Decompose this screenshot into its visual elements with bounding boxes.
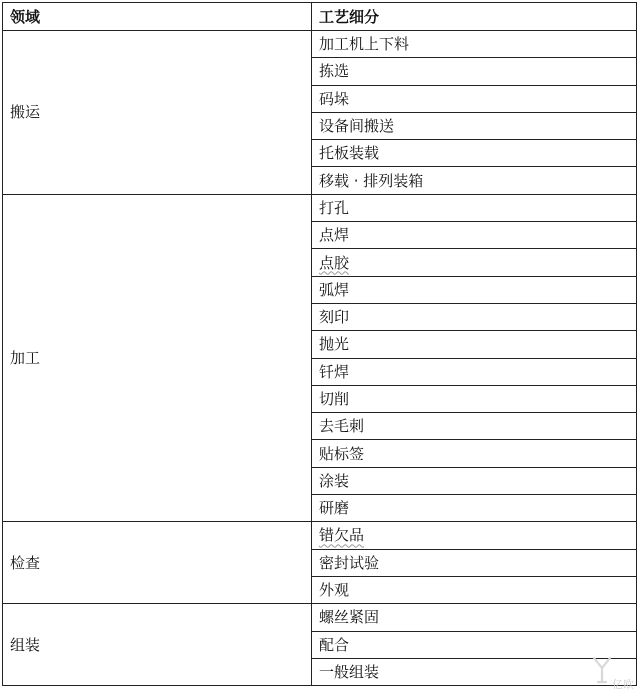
table-row [3, 604, 637, 631]
process-label: 密封试验 [319, 553, 380, 572]
process-cell [312, 658, 637, 685]
process-label: 托板装载 [319, 144, 380, 163]
table-row [3, 522, 637, 549]
process-cell [312, 358, 637, 385]
process-cell [312, 495, 637, 522]
process-cell [312, 331, 637, 358]
watermark-text: 亿欧 [612, 678, 634, 691]
table-body [3, 31, 637, 686]
table-row [3, 194, 637, 221]
process-label: 码垛 [319, 89, 350, 108]
process-label: 外观 [319, 581, 350, 600]
process-cell [312, 604, 637, 631]
process-label: 贴标签 [319, 444, 365, 463]
domain-cell: 检查 [3, 522, 312, 604]
process-cell [312, 194, 637, 221]
process-cell [312, 522, 637, 549]
process-label: 设备间搬送 [319, 117, 395, 136]
process-cell [312, 140, 637, 167]
process-cell [312, 549, 637, 576]
header-domain: 领域 [3, 3, 312, 31]
process-cell [312, 385, 637, 412]
process-label: 拣选 [319, 62, 350, 81]
process-label: 移载 · 排列装箱 [319, 171, 424, 190]
process-table [2, 2, 637, 686]
process-cell [312, 467, 637, 494]
process-cell [312, 85, 637, 112]
process-cell [312, 276, 637, 303]
domain-cell: 加工 [3, 194, 312, 522]
process-cell [312, 576, 637, 603]
process-cell [312, 112, 637, 139]
process-label: 配合 [319, 635, 350, 654]
process-label: 加工机上下料 [319, 35, 410, 54]
domain-cell: 组装 [3, 604, 312, 686]
process-label: 一般组装 [319, 662, 380, 681]
process-cell [312, 440, 637, 467]
table-row [3, 31, 637, 58]
process-label: 螺丝紧固 [319, 608, 380, 627]
process-cell [312, 303, 637, 330]
process-cell [312, 167, 637, 194]
process-cell [312, 631, 637, 658]
process-label: 钎焊 [319, 362, 350, 381]
process-label: 打孔 [319, 198, 350, 217]
table-header-row [3, 3, 637, 31]
yiou-watermark-logo [590, 652, 634, 692]
domain-cell: 搬运 [3, 31, 312, 195]
process-label: 错欠品 [319, 526, 365, 545]
process-cell [312, 31, 637, 58]
process-label: 弧焊 [319, 280, 350, 299]
process-label: 点焊 [319, 226, 350, 245]
process-label: 研磨 [319, 499, 350, 518]
process-label: 切削 [319, 390, 350, 408]
process-label: 涂装 [319, 471, 350, 490]
process-cell [312, 222, 637, 249]
header-process: 工艺细分 [312, 3, 637, 31]
process-cell [312, 413, 637, 440]
process-label: 刻印 [319, 308, 350, 327]
process-cell [312, 58, 637, 85]
process-label: 去毛刺 [319, 417, 365, 436]
process-cell [312, 249, 637, 276]
process-label: 点胶 [319, 253, 350, 272]
process-label: 抛光 [319, 335, 350, 354]
